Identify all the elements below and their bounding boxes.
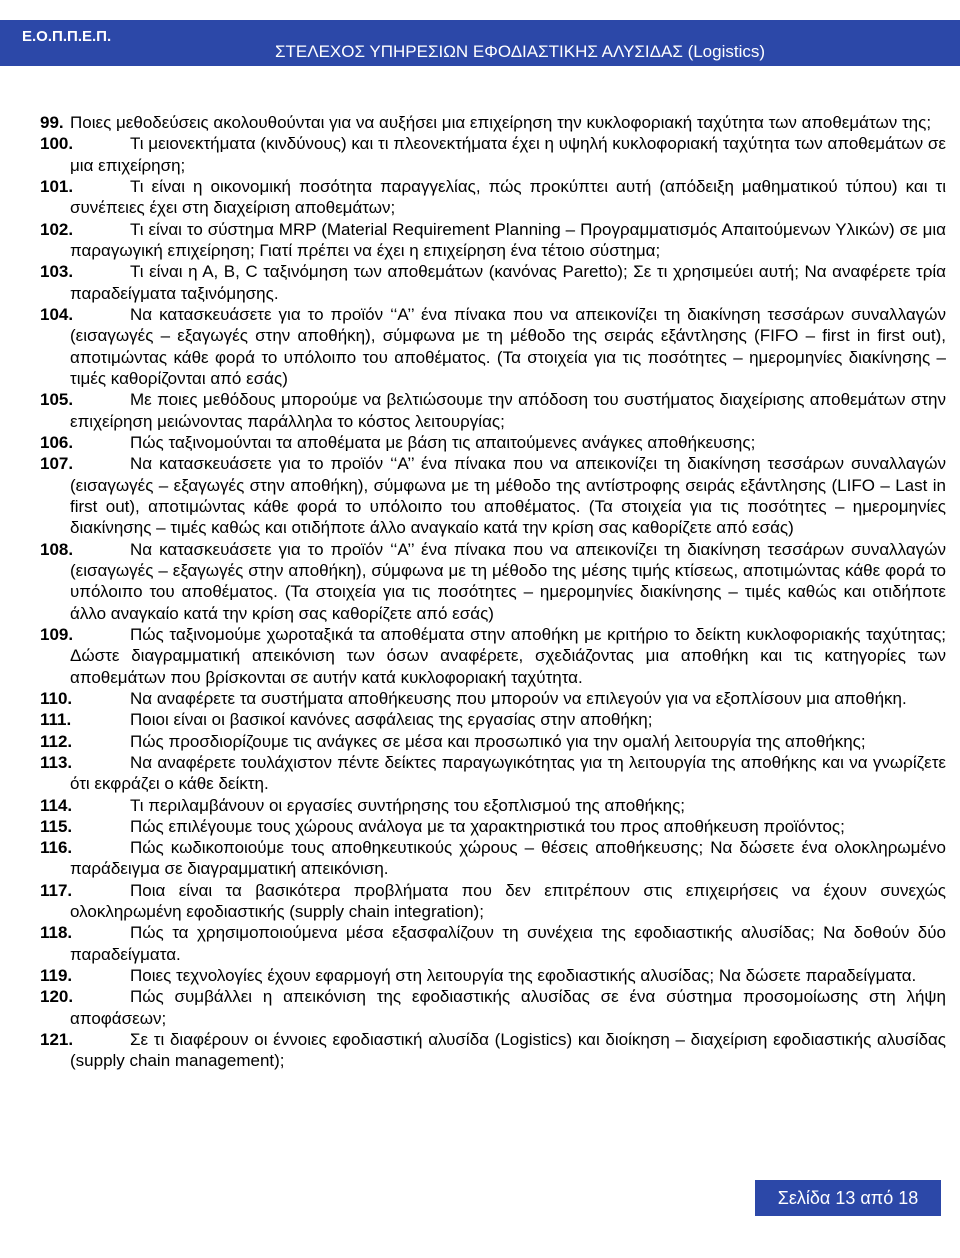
question-number: 118. — [40, 923, 73, 943]
question-item — [40, 986, 946, 1029]
question-number: 119. — [40, 966, 73, 986]
question-number: 113. — [40, 752, 73, 772]
question-number: 105. — [40, 390, 74, 410]
question-number: 115. — [40, 816, 73, 836]
question-text: Πώς ταξινομούμε χωροταξικά τα αποθέματα στην αποθήκη με κριτήριο το δείκτη κυκλοφοριακής ταχύτητας; Δώστε διαγραμματική απεικόνιση των όσων αναφέρετε, σχεδιάζοντας μια αποθήκη και τις κατηγορίες των αποθεμάτων που βρίσκονται σε αυτήν κατά κυκλοφοριακή ταχύτητα. — [70, 624, 946, 687]
question-item — [40, 965, 946, 986]
question-number: 103. — [40, 262, 74, 282]
question-text: Τι είναι η Α, Β, C ταξινόμηση των αποθεμάτων (κανόνας Paretto); Σε τι χρησιμεύει αυτή; Να αναφέρετε τρία παραδείγματα ταξινόμησης. — [70, 262, 946, 303]
page-number-label: Σελίδα 13 από 18 — [777, 1188, 919, 1208]
question-number: 116. — [40, 838, 73, 858]
question-text: Με ποιες μεθόδους μπορούμε να βελτιώσουμε την απόδοση του συστήματος διαχείρισης αποθεμάτων στην επιχείρηση μειώνοντας παράλληλα το κόστος λειτουργίας; — [70, 390, 946, 431]
question-text: Τι είναι το σύστημα MRP (Material Requirement Planning – Προγραμματισμός Απαιτούμενων Υλικών) σε μια παραγωγική επιχείρηση; Γιατί πρέπει να έχει η επιχείρηση ένα τέτοιο σύστημα; — [70, 219, 946, 260]
question-number: 100. — [40, 134, 74, 154]
question-text: Τι είναι η οικονομική ποσότητα παραγγελίας, πώς προκύπτει αυτή (απόδειξη μαθηματικού τύπου) και τι συνέπειες έχει στη διαχείριση αποθεμάτων; — [70, 176, 946, 218]
organization-name: Ε.Ο.Π.Π.Ε.Π. — [22, 28, 112, 45]
question-text: Ποια είναι τα βασικότερα προβλήματα που δεν επιτρέπουν στις επιχειρήσεις να έχουν συνεχώς ολοκληρωμένη εφοδιαστικής (supply chain integration); — [70, 880, 946, 922]
question-item — [40, 219, 946, 262]
question-text: Ποιες τεχνολογίες έχουν εφαρμογή στη λειτουργία της εφοδιαστικής αλυσίδας; Να δώσετε παραδείγματα. — [130, 966, 917, 986]
question-number: 102. — [40, 219, 74, 239]
question-item — [40, 752, 946, 795]
question-list — [40, 112, 946, 1072]
question-text: Να κατασκευάσετε για το προϊόν ‘‘Α’’ ένα πίνακα που να απεικονίζει τη διακίνηση τεσσάρων συναλλαγών (εισαγωγές – εξαγωγές στην αποθήκη), σύμφωνα με τη μέθοδο της μέσης τιμής κτίσεως, αποτιμώντας κάθε φορά το υπόλοιπο του αποθέματος. (Τα στοιχεία για τις ποσότητες – ημερομηνίες διακίνησης – τιμές καθώς και οτιδήποτε άλλο αναγκαίο κατά την κρίση σας καθορίζετε από εσάς) — [70, 539, 946, 623]
question-item — [40, 624, 946, 688]
question-item — [40, 709, 946, 730]
question-item — [40, 1029, 946, 1072]
question-number: 110. — [40, 688, 73, 708]
question-text: Ποιοι είναι οι βασικοί κανόνες ασφάλειας της εργασίας στην αποθήκη; — [130, 710, 653, 730]
question-number: 121. — [40, 1030, 74, 1050]
question-text: Πώς επιλέγουμε τους χώρους ανάλογα με τα χαρακτηριστικά του προς αποθήκευση προϊόντος; — [130, 816, 845, 836]
question-item — [40, 389, 946, 432]
question-item — [40, 261, 946, 304]
page-header — [0, 20, 960, 66]
question-text: Πώς τα χρησιμοποιούμενα μέσα εξασφαλίζουν τη συνέχεια της εφοδιαστικής αλυσίδας; Να δοθούν δύο παραδείγματα. — [70, 923, 946, 964]
question-text: Πώς συμβάλλει η απεικόνιση της εφοδιαστικής αλυσίδας σε ένα σύστημα προσομοίωσης στη λήψη αποφάσεων; — [70, 987, 946, 1028]
question-number: 111. — [40, 710, 72, 730]
question-text: Τι μειονεκτήματα (κινδύνους) και τι πλεονεκτήματα έχει η υψηλή κυκλοφοριακή ταχύτητα των αποθεμάτων σε μια επιχείρηση; — [70, 134, 946, 175]
question-text: Πώς ταξινομούνται τα αποθέματα με βάση τις απαιτούμενες ανάγκες αποθήκευσης; — [130, 432, 756, 452]
question-item — [40, 922, 946, 965]
question-item — [40, 133, 946, 176]
question-number: 104. — [40, 304, 74, 324]
question-text: Ποιες μεθοδεύσεις ακολουθούνται για να αυξήσει μια επιχείρηση την κυκλοφοριακή ταχύτητα των αποθεμάτων της; — [70, 113, 932, 132]
question-item — [40, 453, 946, 538]
question-item — [40, 837, 946, 880]
question-item — [40, 432, 946, 453]
question-item — [40, 539, 946, 624]
question-number: 106. — [40, 432, 74, 452]
question-text: Να αναφέρετε τα συστήματα αποθήκευσης που μπορούν να επιλεγούν για να εξοπλίσουν μια αποθήκη. — [130, 688, 907, 708]
question-text: Σε τι διαφέρουν οι έννοιες εφοδιαστική αλυσίδα (Logistics) και διοίκηση – διαχείριση εφοδιαστικής αλυσίδας (supply chain management); — [70, 1030, 946, 1071]
question-number: 117. — [40, 880, 73, 900]
question-item — [40, 176, 946, 219]
question-text: Να κατασκευάσετε για το προϊόν ‘‘Α’’ ένα πίνακα που να απεικονίζει τη διακίνηση τεσσάρων συναλλαγών (εισαγωγές – εξαγωγές στην αποθήκη), σύμφωνα με τη μέθοδο της σειράς εξάντλησης (FIFO – first in first out), αποτιμώντας κάθε φορά το υπόλοιπο του αποθέματος. (Τα στοιχεία για τις ποσότητες – ημερομηνίες διακίνησης – τιμές καθορίζονται από εσάς) — [70, 304, 946, 388]
question-number: 108. — [40, 539, 74, 559]
question-item — [40, 731, 946, 752]
document-title: ΣΤΕΛΕΧΟΣ ΥΠΗΡΕΣΙΩΝ ΕΦΟΔΙΑΣΤΙΚΗΣ ΑΛΥΣΙΔΑΣ (Logistics) — [275, 42, 766, 61]
question-number: 107. — [40, 454, 74, 474]
question-text: Τι περιλαμβάνουν οι εργασίες συντήρησης του εξοπλισμού της αποθήκης; — [130, 795, 685, 815]
question-number: 114. — [40, 795, 73, 815]
question-text: Πώς κωδικοποιούμε τους αποθηκευτικούς χώρους – θέσεις αποθήκευσης; Να δώσετε ένα ολοκληρωμένο παράδειγμα σε διαγραμματική απεικόνιση. — [70, 838, 946, 879]
question-text: Πώς προσδιορίζουμε τις ανάγκες σε μέσα και προσωπικό για την ομαλή λειτουργία της αποθήκης; — [130, 731, 866, 751]
question-item — [40, 112, 946, 133]
question-number: 120. — [40, 987, 74, 1007]
question-number: 112. — [40, 731, 73, 751]
question-text: Να κατασκευάσετε για το προϊόν ‘‘Α’’ ένα πίνακα που να απεικονίζει τη διακίνηση τεσσάρων συναλλαγών (εισαγωγές – εξαγωγές στην αποθήκη), σύμφωνα με τη μέθοδο της αντίστροφης σειράς εξάντλησης (LIFO – Last in first out), αποτιμώντας κάθε φορά το υπόλοιπο του αποθέματος. (Τα στοιχεία για τις ποσότητες – ημερομηνίες διακίνησης – τιμές καθώς και οτιδήποτε άλλο αναγκαίο κατά την κρίση σας καθορίζετε από εσάς) — [70, 454, 946, 538]
question-item — [40, 795, 946, 816]
question-number: 109. — [40, 624, 74, 644]
question-item — [40, 816, 946, 837]
question-number: 99. — [40, 113, 64, 132]
question-item — [40, 304, 946, 389]
question-number: 101. — [40, 176, 74, 196]
question-item — [40, 880, 946, 923]
question-item — [40, 688, 946, 709]
question-text: Να αναφέρετε τουλάχιστον πέντε δείκτες παραγωγικότητας για τη λειτουργία της αποθήκης και να γνωρίζετε ότι εκφράζει ο κάθε δείκτη. — [70, 752, 946, 794]
page-number-badge — [755, 1180, 941, 1216]
